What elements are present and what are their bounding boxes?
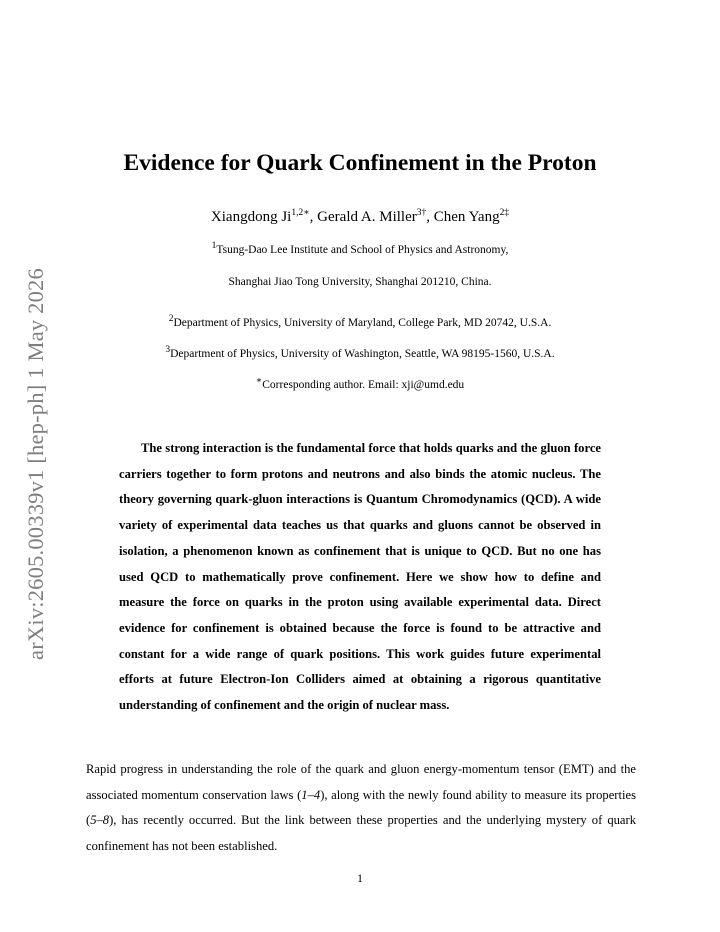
affiliation-mark: 2 <box>168 314 174 325</box>
affiliation-mark: 1 <box>211 241 217 252</box>
author-affiliation-marks: 3† <box>416 208 427 218</box>
page-number: 1 <box>357 871 363 885</box>
author-name: Chen Yang <box>433 209 500 225</box>
affiliation-mark: 3 <box>165 345 171 356</box>
body-text: Rapid progress in understanding the role of the quark and gluon energy-momentum tensor (EMT) and the associated momentum conservation laws ( <box>86 762 636 802</box>
affiliation-text: Department of Physics, University of Washington, Seattle, WA 98195-1560, U.S.A. <box>170 348 555 360</box>
affiliation-text: Shanghai Jiao Tong University, Shanghai 201210, China. <box>228 276 492 288</box>
body-text: ), along with the newly found ability to measure its properties ( <box>86 787 636 828</box>
author-name: Xiangdong Ji <box>210 209 292 225</box>
author-separator: , <box>309 209 318 225</box>
body-text: ), has recently occurred. But the link between these properties and the underlying mystery of quark confinement has not been established. <box>86 813 636 854</box>
author-name: Gerald A. Miller <box>317 209 417 225</box>
affiliation-line <box>0 242 720 258</box>
author-list <box>0 207 720 227</box>
citation-reference: 5–8 <box>90 813 110 828</box>
corresponding-author-text: Corresponding author. Email: xji@umd.edu <box>262 379 465 391</box>
affiliation-text: Tsung-Dao Lee Institute and School of Physics and Astronomy, <box>216 244 509 256</box>
arxiv-identifier-text: arXiv:2605.00339v1 [hep-ph] 1 May 2026 <box>23 268 49 660</box>
corresponding-mark: ∗ <box>255 376 263 387</box>
citation-reference: 1–4 <box>301 787 321 802</box>
affiliation-text: Department of Physics, University of Maryland, College Park, MD 20742, U.S.A. <box>173 317 552 329</box>
author-affiliation-marks: 1,2∗ <box>291 208 310 218</box>
affiliation-line <box>0 274 720 290</box>
body-paragraph <box>86 757 636 860</box>
affiliation-line <box>0 315 720 331</box>
corresponding-author-line <box>0 377 720 393</box>
author-separator: , <box>426 209 434 225</box>
author-affiliation-marks: 2‡ <box>499 208 510 218</box>
paper-title: Evidence for Quark Confinement in the Proton <box>123 150 597 176</box>
affiliation-line <box>0 346 720 362</box>
abstract-paragraph: The strong interaction is the fundamental force that holds quarks and the gluon force carriers together to form protons and neutrons and also binds the atomic nucleus. The theory governing quark-gluon interactions is Quantum Chromodynamics (QCD). A wide variety of experimental data teaches us that quarks and gluons cannot be observed in isolation, a phenomenon known as confinement that is unique to QCD. But no one has used QCD to mathematically prove confinement. Here we show how to define and measure the force on quarks in the proton using available experimental data. Direct evidence for confinement is obtained because the force is found to be attractive and constant for a wide range of quark positions. This work guides future experimental efforts at future Electron-Ion Colliders aimed at obtaining a rigorous quantitative understanding of confinement and the origin of nuclear mass. <box>119 441 601 713</box>
